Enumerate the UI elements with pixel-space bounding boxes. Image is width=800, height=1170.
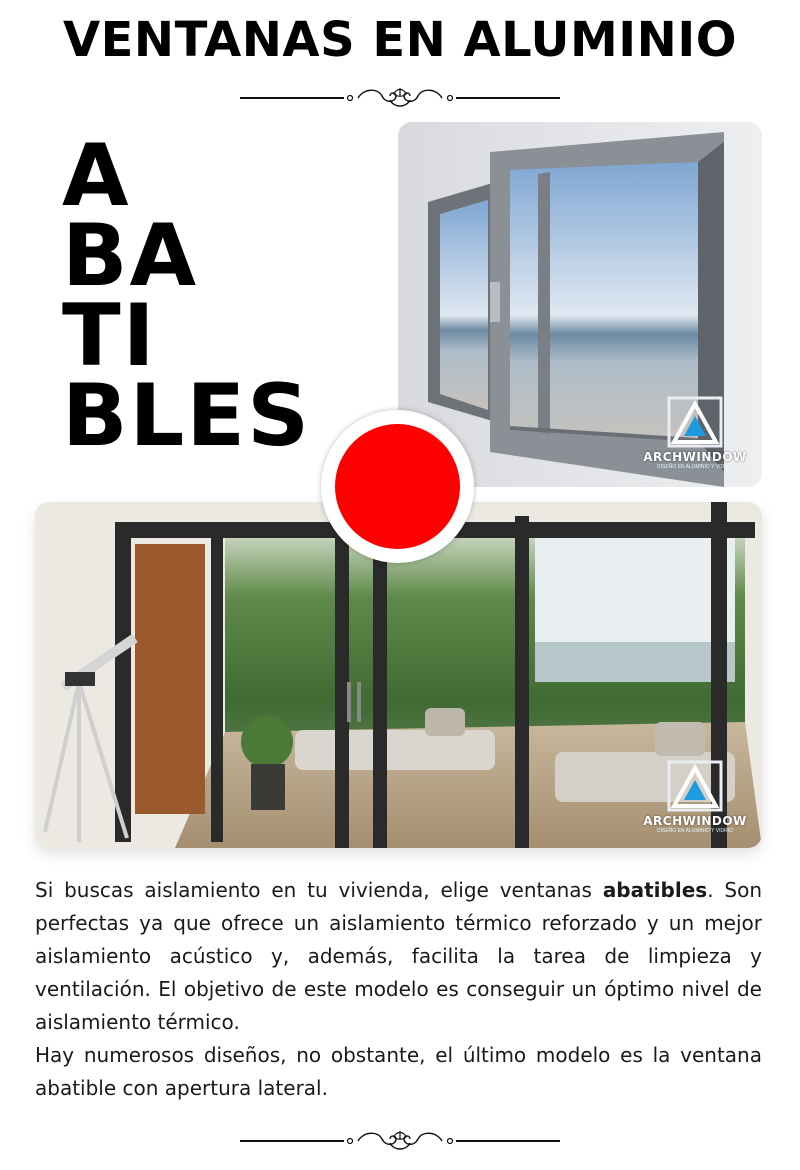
logo-brand: ARCHWINDOW [643, 814, 747, 828]
hero-word-line: BLES [62, 366, 312, 466]
hero-word-line: A [62, 126, 131, 226]
hero-word [62, 126, 312, 466]
logo-tagline: DISEÑO EN ALUMINIO Y VIDRIO [657, 464, 733, 470]
logo-brand: ARCHWINDOW [643, 450, 747, 464]
archwindow-triangle-icon [636, 760, 754, 814]
description-text-after: . Son perfectas ya que ofrece un aislamiento térmico reforzado y un mejor aislamiento acústico y, además, facilita la tarea de limpieza y ventilación. El objetivo de este modelo es conseguir un óptimo nivel de aislamiento térmico. [35, 878, 762, 1034]
red-dot-badge [321, 410, 474, 563]
hero-word-line: BA [62, 206, 199, 306]
description-paragraph [35, 874, 762, 1039]
hero-word-line: TI [62, 286, 157, 386]
logo-tagline: DISEÑO EN ALUMINIO Y VIDRIO [657, 828, 733, 834]
page-title: VENTANAS EN ALUMINIO [62, 12, 737, 68]
description-text [35, 874, 762, 1105]
description-keyword: abatibles [602, 878, 708, 902]
red-dot [335, 424, 460, 549]
description-text-before: Si buscas aislamiento en tu vivienda, elige ventanas [35, 878, 603, 902]
archwindow-triangle-icon [636, 396, 754, 450]
description-paragraph: Hay numerosos diseños, no obstante, el último modelo es la ventana abatible con apertura lateral. [35, 1043, 762, 1100]
ornament-divider-bottom [240, 1129, 560, 1153]
archwindow-logo [636, 760, 754, 840]
archwindow-logo [636, 396, 754, 476]
ornament-divider-top [240, 86, 560, 110]
